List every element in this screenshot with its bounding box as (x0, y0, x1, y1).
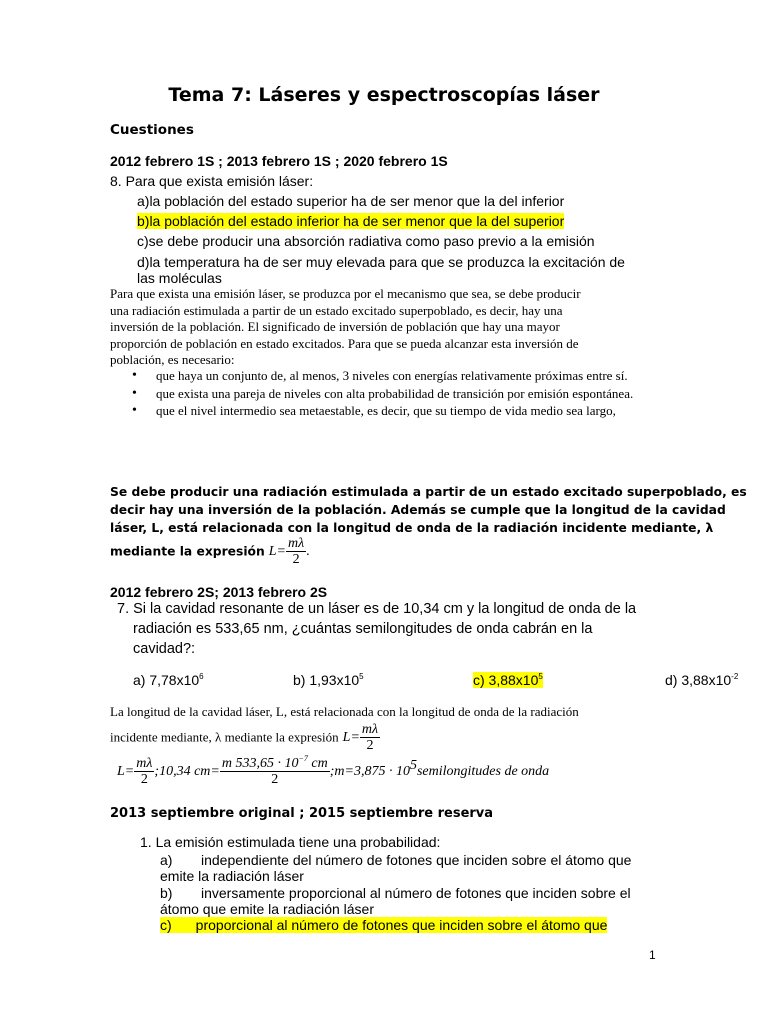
answer-line: decir hay una inversión de la población. Además se cumple que la longitud de la cavidad (110, 503, 726, 517)
section3-option-a-line1: independiente del número de fotones que inciden sobre el átomo que (201, 852, 632, 868)
section2-explanation-line1: La longitud de la cavidad láser, L, está relacionada con la longitud de onda de la radiación (110, 704, 579, 719)
fraction-denominator: 2 (292, 552, 300, 567)
section1-explanation (110, 286, 581, 369)
explanation-line: proporción de población en estado excitados. Para que se pueda alcanzar esta inversión de (110, 335, 579, 351)
bullet-item: • que exista una pareja de niveles con alta probabilidad de transición por emisión espontánea. (132, 386, 696, 403)
section3-option-a-line2: emite la radiación láser (160, 868, 304, 884)
section3-option-b-line1: inversamente proporcional al número de fotones que inciden sobre el (201, 885, 631, 901)
explanation-line: población, es necesario: (110, 352, 235, 367)
explanation-line: inversión de la población. El significado de inversión de población que hay una mayor (110, 319, 560, 334)
section1-bullet-list (132, 368, 696, 421)
section2-heading: 2012 febrero 2S; 2013 febrero 2S (110, 584, 328, 600)
section1-question: 8. Para que exista emisión láser: (110, 173, 314, 189)
answer-line: mediante la expresión (110, 544, 265, 559)
section1-option-c: c)se debe producir una absorción radiativa como paso previo a la emisión (137, 233, 595, 249)
explanation-line: Para que exista una emisión láser, se produzca por el mecanismo que sea, se debe producir (110, 286, 581, 301)
section1-option-d-cont: las moléculas (137, 270, 222, 286)
section1-option-b: b)la población del estado inferior ha de ser menor que la del superior (137, 213, 565, 229)
section3-heading: 2013 septiembre original ; 2015 septiembre reserva (110, 806, 494, 821)
explanation-line: una radiación estimulada a partir de un estado excitado superpoblado, es decir, hay una (110, 302, 563, 318)
answer-line: Se debe producir una radiación estimulada a partir de un estado excitado superpoblado, es (110, 485, 747, 499)
section2-option-c: c) $3,88x10^5$ (473, 672, 543, 688)
section2-question-line2: radiación es 533,65 nm, ¿cuántas semilongitudes de onda cabrán en la (133, 621, 593, 637)
section1-option-d: d)la temperatura ha de ser muy elevada para que se produzca la excitación de (137, 254, 625, 270)
page-title: Tema 7: Láseres y espectroscopías láser (168, 84, 600, 106)
bullet-item: • que haya un conjunto de, al menos, 3 niveles con energías relativamente próximas entre sí. (132, 368, 696, 385)
section3-option-b-letter: b) (160, 885, 173, 901)
section2-explanation-line2: incidente mediante, λ mediante la expresión L= $\frac{m\lambda}{2}$ (110, 722, 379, 753)
section2-option-b: b) $1,93x10^5$ (293, 672, 364, 688)
section2-question-line1: 7. Si la cavidad resonante de un láser es de 10,34 cm y la longitud de onda de la (117, 601, 637, 617)
section3-option-c: c) proporcional al número de fotones que inciden sobre el átomo que (160, 917, 608, 933)
page-number: 1 (649, 948, 656, 962)
section1-option-a: a)la población del estado superior ha de ser menor que la del inferior (137, 193, 565, 209)
section3-option-a-letter: a) (160, 852, 173, 868)
section2-option-d: d) $3,88x10^{-2}$ (665, 672, 739, 688)
section1-heading: 2012 febrero 1S ; 2013 febrero 1S ; 2020 febrero 1S (110, 153, 448, 169)
section2-question-line3: cavidad?: (133, 641, 196, 657)
fraction-numerator: mλ (287, 536, 305, 551)
formula-fraction (286, 536, 306, 567)
section2-option-a: a) $7,78x10^6$ (133, 672, 204, 688)
cuestiones-heading: Cuestiones (110, 122, 194, 138)
answer-line: láser, L, está relacionada con la longitud de onda de la radiación incidente mediante, λ (110, 521, 714, 535)
formula-L: L= (268, 544, 286, 560)
bullet-item: • que el nivel intermedio sea metaestable, es decir, que su tiempo de vida medio sea largo, (132, 403, 696, 420)
section3-question: 1. La emisión estimulada tiene una probabilidad: (140, 834, 441, 850)
section1-expression: mediante la expresión L= $\frac{m\lambda}{2}$ . (110, 536, 310, 567)
section1-answer (110, 483, 747, 537)
section3-option-b-line2: átomo que emite la radiación láser (160, 901, 375, 917)
section2-formula: L= $\frac{m\lambda}{2}$ ;10,34 cm= $\frac{m 533,65 \cdot 10^{-7} cm}{2}$ ;m=3,875 · $10^5semilongitudes$ de onda (117, 754, 550, 787)
